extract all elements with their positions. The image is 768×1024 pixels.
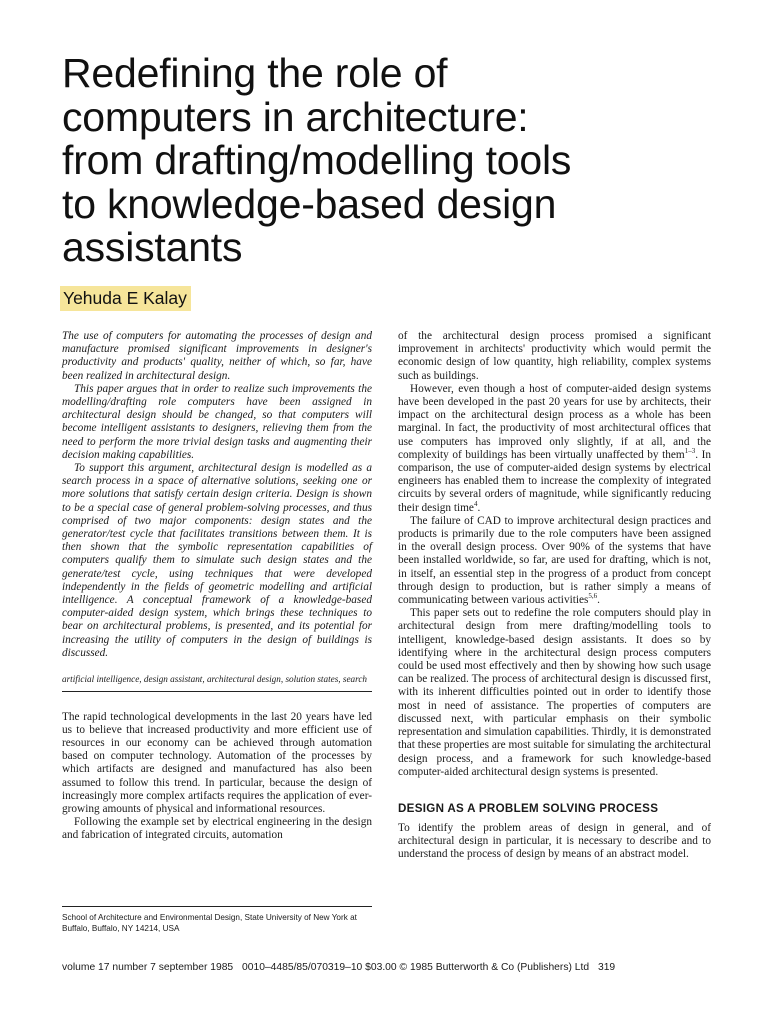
title-line: computers in architecture: (62, 93, 529, 140)
copyright-info: 0010–4485/85/070319–10 $03.00 © 1985 Butterworth & Co (Publishers) Ltd (242, 962, 590, 973)
page-footer (62, 962, 712, 973)
body-text (398, 330, 711, 779)
page-number: 319 (597, 962, 616, 973)
reference-superscript: 5,6 (588, 592, 598, 601)
abstract-paragraph: To support this argument, architectural design is modelled as a search process in a space of alternative solutions, seeking one or more solutions that satisfy certain design criteria. Design is shown to be a special case of general problem-solving processes, and thus comprised of two major components: design states and the generator/test cycle that facilitates transitions between them. It is then shown that the symbolic representation capabilities of computers qualify them to simulate such design states and the generate/test cycle, using techniques that were developed independently in the fields of geometric modelling and artificial intelligence. A conceptual framework of a knowledge-based computer-aided design system, which brings these techniques to bear on architectural problems, is presented, and its potential for increasing the utility of computers in the design of buildings is discussed. (62, 462, 372, 659)
reference-superscript: 4 (473, 499, 478, 508)
title-line: assistants (62, 224, 243, 270)
right-column (398, 330, 711, 862)
text-run: . In comparison, the use of computer-aided design systems by electrical engineers has enabled them to increase the complexity of integrated circuits by several orders of magnitude, while significantly reducing their design time (398, 448, 712, 514)
section-text (398, 822, 711, 862)
intro-text (62, 711, 372, 843)
reference-superscript: 1–3 (684, 447, 696, 456)
body-paragraph: of the architectural design process promised a significant improvement in architects' productivity which would permit the economic design of low quantity, high reliability, complex systems such as buildings. (398, 330, 711, 382)
text-run: . (477, 501, 481, 514)
body-paragraph: This paper sets out to redefine the role computers should play in architectural design from mere drafting/modelling tools to intelligent, knowledge-based design assistants. It does so by identifying where in the architectural design process computers could be used most effectively and then by showing how such usage can be realized. The process of architectural design is discussed first, with its inherent difficulties pointed out in order to identify those most in need of assistance. The properties of computers are discussed next, with particular emphasis on their symbolic representation and simulation capabilities. Thirdly, it is demonstrated that these properties are most suitable for simulating the architectural design process, and a framework for such knowledge-based computer-aided architectural design systems is presented. (398, 607, 711, 778)
body-paragraph: To identify the problem areas of design in general, and of architectural design in particular, it is necessary to describe and to understand the process of design by means of an abstract model. (398, 821, 711, 861)
author-name: Yehuda E Kalay (60, 286, 191, 311)
body-paragraph (398, 383, 711, 515)
author-affiliation: School of Architecture and Environmental Design, State University of New York at Buffalo, Buffalo, NY 14214, USA (62, 913, 357, 933)
title-line: Redefining the role of (62, 50, 448, 96)
issue-info: volume 17 number 7 september 1985 (62, 962, 234, 973)
body-paragraph (398, 515, 711, 607)
text-run: . (597, 594, 600, 607)
abstract-paragraph: The use of computers for automating the processes of design and manufacture promised significant improvements in designer's productivity and products' quality, neither of which, so far, have been realized in architectural design. (62, 330, 372, 382)
section-heading: DESIGN AS A PROBLEM SOLVING PROCESS (398, 801, 659, 815)
text-run: The failure of CAD to improve architectural design practices and products is primarily due to the role computers have been assigned in the overall design process. Over 90% of the systems that have been installed worldwide, so far, are used for drafting, which is not, in itself, an essential step in the progress of a product from concept through design to production, but is rather simply a means of communicating between various activities (398, 514, 711, 607)
abstract-divider (62, 691, 372, 692)
keywords: artificial intelligence, design assistant, architectural design, solution states, search (62, 674, 368, 685)
affiliation-divider (62, 906, 372, 907)
text-run: However, even though a host of computer-aided design systems have been developed in the past 20 years for use by architects, their impact on the architectural design process as a whole has been marginal. In fact, the productivity of most architectural offices that use computers has improved only slightly, if at all, and the complexity of buildings has been virtually unaffected by them (398, 382, 711, 461)
title-line: to knowledge-based design (62, 180, 557, 227)
left-column (62, 330, 372, 843)
body-paragraph: The rapid technological developments in the last 20 years have led us to believe that increased productivity and more efficient use of resources in our economy can be achieved through automation based on computer technology. Automation of the processes by which artifacts are designed and manufactured has also been assumed to follow this trend. In particular, because the design of increasingly more complex artifacts requires the application of ever-growing amounts of physical and informational resources. (62, 710, 372, 815)
body-paragraph: Following the example set by electrical engineering in the design and fabrication of integrated circuits, automation (62, 816, 372, 842)
abstract (62, 330, 372, 660)
article-title (62, 52, 722, 270)
abstract-paragraph: This paper argues that in order to realize such improvements the modelling/drafting role computers have been assigned in architectural design should be changed, so that computers will become intelligent assistants to designers, relieving them from the need to perform the more trivial design tasks and augmenting their decision making capabilities. (62, 382, 372, 461)
title-line: from drafting/modelling tools (62, 137, 572, 183)
